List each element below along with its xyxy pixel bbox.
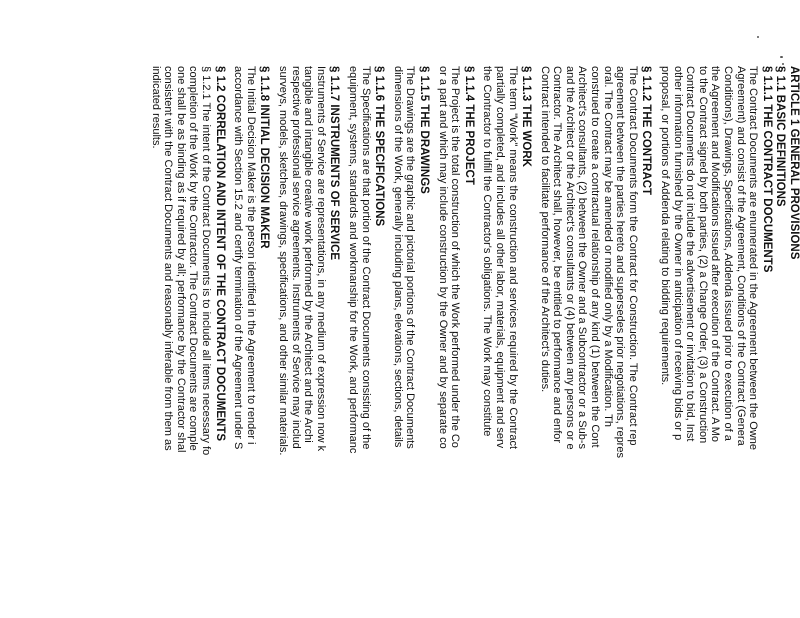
scan-speck [782,63,784,65]
paragraph-line: tangible and intangible creative work performed by the Architect and the Archi [302,66,315,443]
paragraph-line: accordance with Section 15.2 and certify termination of the Agreement under S [232,66,245,450]
section-block [232,66,271,618]
paragraph-line: The Initial Decision Maker is the person identified in the Agreement to render i [244,66,257,445]
section-block [276,66,340,618]
paragraph-line: Architect's consultants, (2) between the Owner and a Subcontractor or a Sub-s [576,66,589,450]
section-heading: § 1.1.7 INSTRUMENTS OF SERVICE [328,66,341,261]
paragraph-line: and the Architect or the Architect's consultants or (4) between any persons or e [563,66,576,450]
paragraph-line: surveys, models, sketches, drawings, specifications, and other similar materials. [277,66,290,456]
paragraph-line: The Specifications are that portion of the Contract Documents consisting of the [359,66,372,450]
paragraph-line: completion of the Work by the Contractor. The Contract Documents are comple [187,66,200,451]
paragraph-line: indicated results. [149,66,162,149]
sections-container [149,66,786,618]
section-heading: § 1.2 CORRELATION AND INTENT OF THE CONTRACT DOCUMENTS [213,66,226,442]
section-heading: § 1.1.4 THE PROJECT [462,66,475,185]
paragraph-line: to the Contract signed by both parties, (2) a Change Order, (3) a Construction [696,66,709,444]
paragraph-line: proposal, or portions of Addenda relating to bidding requirements. [659,66,672,386]
paragraph-line: construed to create a contractual relationship of any kind (1) between the Cont [589,66,602,448]
paragraph-line: other information furnished by the Owner in anticipation of receiving bids or p [671,66,684,441]
paragraph-line: Contract Documents do not include the advertisement or invitation to bid, Inst [684,66,697,442]
section-block [538,66,652,618]
paragraph-line: Conditions), Drawings, Specifications, Addenda issued prior to execution of a [722,66,735,441]
paragraph-line: Agreement) and consist of the Agreement, Conditions of the Contract (Genera [734,66,747,446]
paragraph-line: partially completed, and includes all other labor, materials, equipment and serv [493,66,506,449]
section-heading: § 1.1.2 THE CONTRACT [640,66,653,196]
paragraph-line: one shall be as binding as if required by all; performance by the Contractor shal [174,66,187,453]
scan-speck [757,36,759,38]
paragraph-line: or a part and which may include construction by the Owner and by separate co [436,66,449,449]
paragraph-line: equipment, systems, standards and workmanship for the Work, and performanc [347,66,359,454]
paragraph-line: agreement between the parties hereto and supersedes prior negotiations, repres [614,66,627,458]
section-heading: § 1.1 BASIC DEFINITIONS [774,66,787,207]
paragraph-line: consistent with the Contract Documents and reasonably inferable from them as [162,66,175,451]
section-heading: § 1.1.8 INITIAL DECISION MAKER [258,66,271,249]
section-block [481,66,532,618]
paragraph-line: the Agreement and Modifications issued after execution of the Contract. A Mo [709,66,722,443]
paragraph-line: oral. The Contract may be amended or modified only by a Modification. Th [601,66,614,427]
paragraph-line: The term "Work" means the construction and services required by the Contract [506,66,519,449]
section-block [436,66,475,618]
document-body [149,66,800,618]
section-block [658,66,772,618]
paragraph-line: Contract intended to facilitate performance of the Architect's duties. [538,66,551,393]
paragraph-line: The Project is the total construction of which the Work performed under the Co [449,66,462,448]
section-block [773,66,787,618]
paragraph-line: dimensions of the Work, generally including plans, elevations, sections, details [391,66,404,448]
section-heading: § 1.1.1 THE CONTRACT DOCUMENTS [760,66,773,273]
paragraph-line: Instruments of Service are representations, in any medium of expression now k [314,66,327,452]
section-heading: § 1.1.6 THE SPECIFICATIONS [373,66,386,227]
paragraph-line: § 1.2.1 The intent of the Contract Documents is to include all items necessary fo [200,66,213,456]
paragraph-line: The Contract Documents are enumerated in the Agreement between the Owne [747,66,760,450]
paragraph-line: the Contractor to fulfill the Contractor's obligations. The Work may constitute [481,66,494,437]
section-heading: § 1.1.5 THE DRAWINGS [417,66,430,194]
paragraph-line: Contractor. The Architect shall, however, be entitled to performance and enfor [551,66,564,444]
paragraph-line: respective professional service agreements. Instruments of Service may includ [289,66,302,449]
section-block [391,66,430,618]
section-block [346,66,385,618]
scan-speck [780,56,783,58]
article-title: ARTICLE 1 GENERAL PROVISIONS [788,66,800,260]
paragraph-line: The Drawings are the graphic and pictorial portions of the Contract Documents [404,66,417,449]
section-block [149,66,226,618]
section-heading: § 1.1.3 THE WORK [520,66,533,167]
rotated-document-page [80,66,800,618]
paragraph-line: The Contract Documents form the Contract for Construction. The Contract rep [626,66,639,446]
